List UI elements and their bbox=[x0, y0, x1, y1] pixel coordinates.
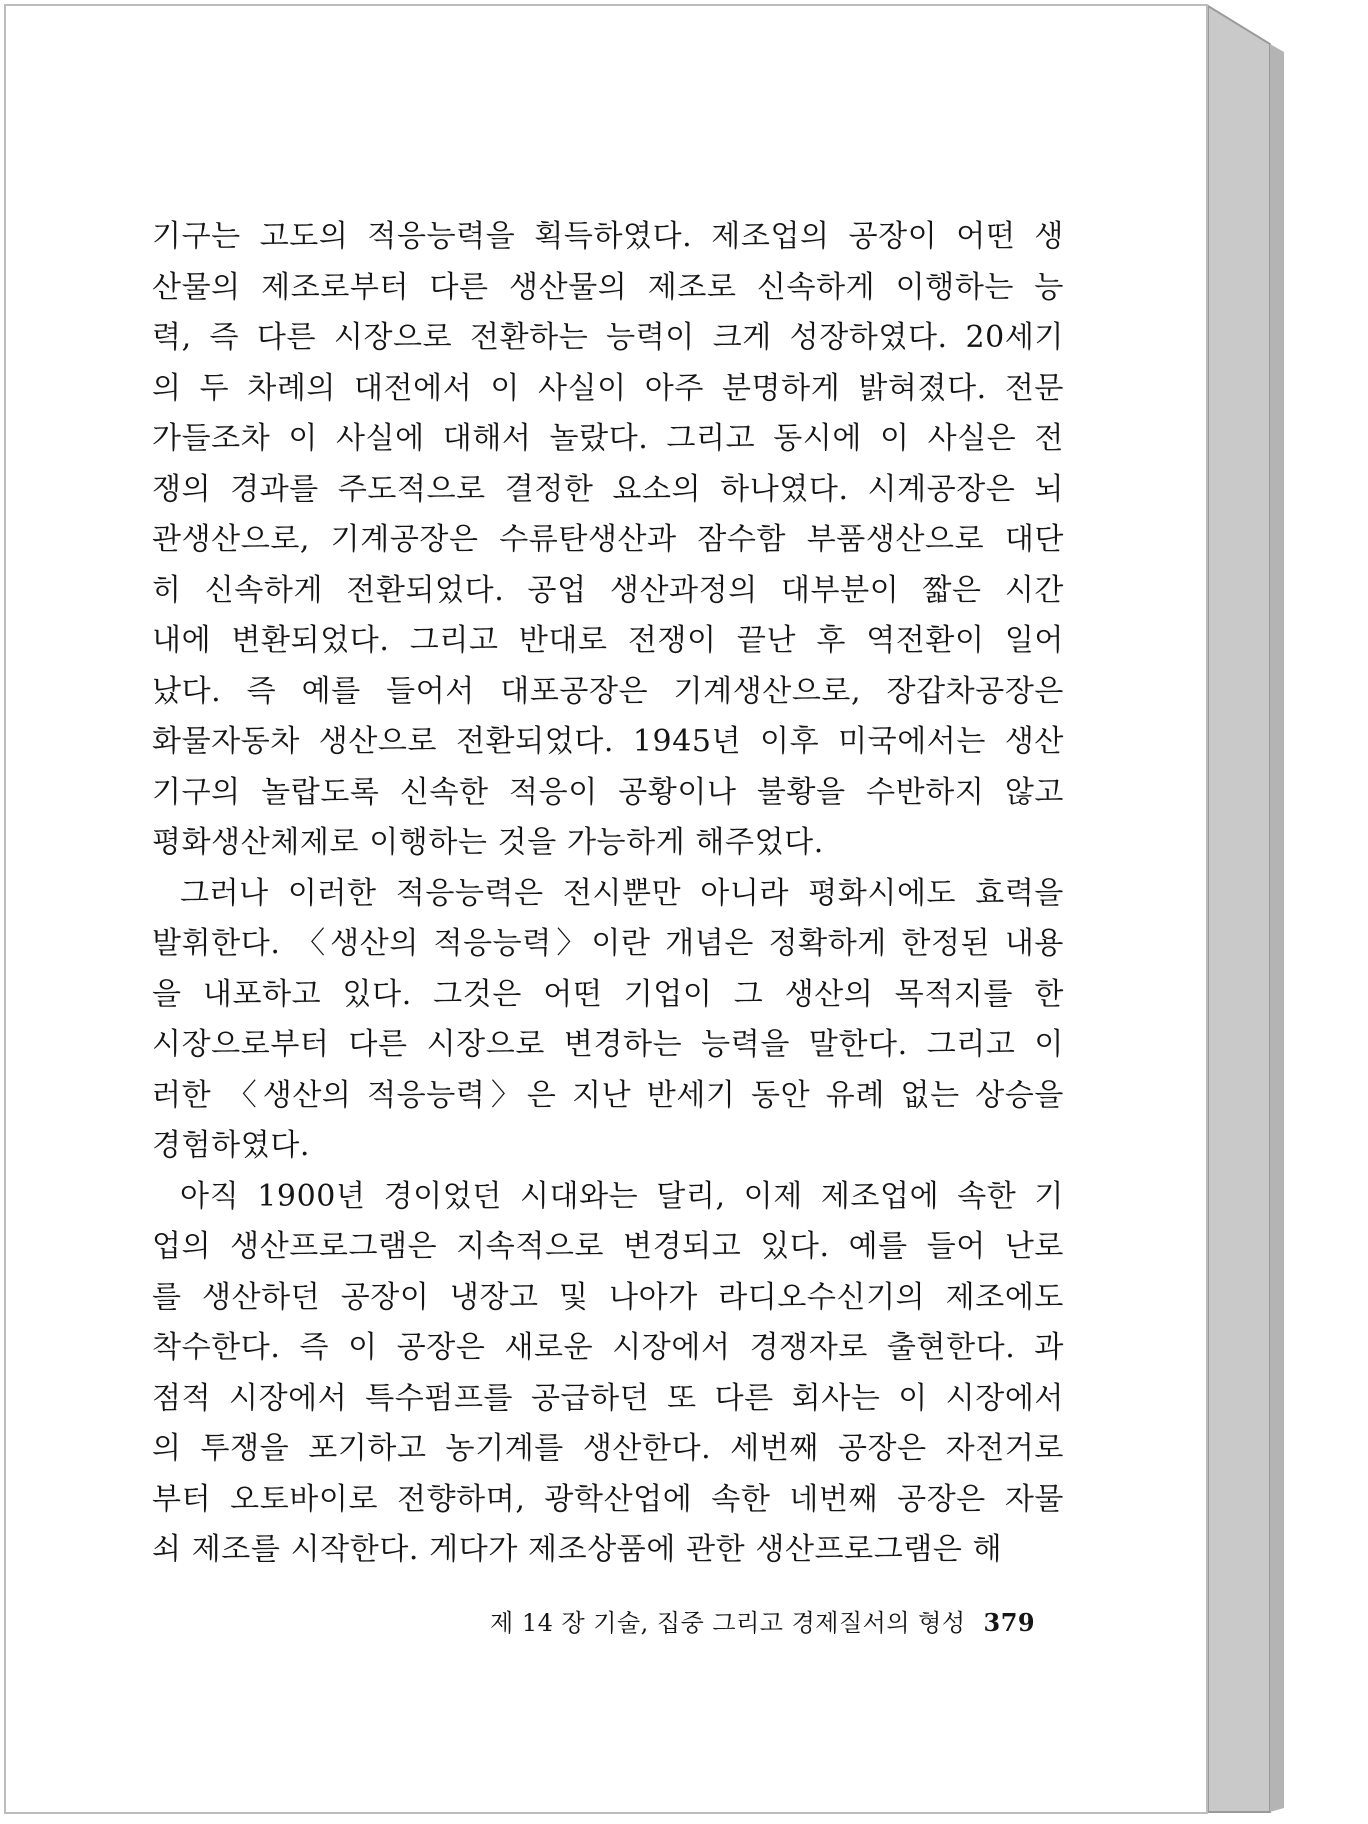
text-line: 평화생산체제로 이행하는 것을 가능하게 해주었다. bbox=[152, 825, 824, 860]
text-line: 을 내포하고 있다. 그것은 어떤 기업이 그 생산의 목적지를 한 bbox=[152, 976, 1064, 1012]
body-text bbox=[152, 212, 1064, 1576]
chapter-title: 제 14 장 기술, 집중 그리고 경제질서의 형성 bbox=[490, 1609, 966, 1637]
text-line: 났다. 즉 예를 들어서 대포공장은 기계생산으로, 장갑차공장은 bbox=[152, 673, 1064, 709]
text-line: 히 신속하게 전환되었다. 공업 생산과정의 대부분이 짧은 시간 bbox=[152, 572, 1064, 608]
text-line: 관생산으로, 기계공장은 수류탄생산과 잠수함 부품생산으로 대단 bbox=[152, 522, 1064, 557]
page-stack-edge bbox=[1208, 4, 1284, 1816]
text-line: 쟁의 경과를 주도적으로 결정한 요소의 하나였다. 시계공장은 뇌 bbox=[152, 471, 1064, 507]
text-line: 러한 〈생산의 적응능력〉은 지난 반세기 동안 유례 없는 상승을 bbox=[152, 1077, 1064, 1113]
paragraph bbox=[152, 869, 1064, 1172]
text-line: 기구는 고도의 적응능력을 획득하였다. 제조업의 공장이 어떤 생 bbox=[152, 219, 1064, 254]
text-line: 의 투쟁을 포기하고 농기계를 생산한다. 세번째 공장은 자전거로 bbox=[152, 1431, 1064, 1466]
text-line: 착수한다. 즉 이 공장은 새로운 시장에서 경쟁자로 출현한다. 과 bbox=[152, 1330, 1064, 1365]
text-line: 쇠 제조를 시작한다. 게다가 제조상품에 관한 생산프로그램은 해 bbox=[152, 1532, 1003, 1567]
text-line: 그러나 이러한 적응능력은 전시뿐만 아니라 평화시에도 효력을 bbox=[180, 875, 1064, 911]
paragraph bbox=[152, 212, 1064, 869]
running-footer bbox=[490, 1603, 1050, 1638]
text-line: 화물자동차 생산으로 전환되었다. 1945년 이후 미국에서는 생산 bbox=[152, 724, 1064, 759]
text-line: 를 생산하던 공장이 냉장고 및 나아가 라디오수신기의 제조에도 bbox=[152, 1279, 1064, 1315]
text-line: 경험하였다. bbox=[152, 1128, 311, 1163]
text-line: 부터 오토바이로 전향하며, 광학산업에 속한 네번째 공장은 자물 bbox=[152, 1481, 1064, 1517]
page-number: 379 bbox=[983, 1608, 1036, 1637]
text-line: 산물의 제조로부터 다른 생산물의 제조로 신속하게 이행하는 능 bbox=[152, 269, 1064, 305]
text-line: 기구의 놀랍도록 신속한 적응이 공황이나 불황을 수반하지 않고 bbox=[152, 774, 1064, 810]
page-stack-edge-shape bbox=[1208, 4, 1284, 1816]
text-line: 의 두 차례의 대전에서 이 사실이 아주 분명하게 밝혀졌다. 전문 bbox=[152, 370, 1064, 406]
text-line: 점적 시장에서 특수펌프를 공급하던 또 다른 회사는 이 시장에서 bbox=[152, 1380, 1064, 1416]
text-line: 업의 생산프로그램은 지속적으로 변경되고 있다. 예를 들어 난로 bbox=[152, 1229, 1064, 1264]
text-line: 력, 즉 다른 시장으로 전환하는 능력이 크게 성장하였다. 20세기 bbox=[152, 320, 1064, 355]
page-sheet bbox=[4, 4, 1208, 1814]
text-line: 시장으로부터 다른 시장으로 변경하는 능력을 말한다. 그리고 이 bbox=[152, 1027, 1064, 1062]
text-line: 가들조차 이 사실에 대해서 놀랐다. 그리고 동시에 이 사실은 전 bbox=[152, 421, 1064, 456]
text-line: 발휘한다. 〈생산의 적응능력〉이란 개념은 정확하게 한정된 내용 bbox=[152, 926, 1064, 961]
text-line: 아직 1900년 경이었던 시대와는 달리, 이제 제조업에 속한 기 bbox=[180, 1178, 1064, 1214]
paragraph bbox=[152, 1172, 1064, 1576]
text-line: 내에 변환되었다. 그리고 반대로 전쟁이 끝난 후 역전환이 일어 bbox=[152, 623, 1064, 658]
